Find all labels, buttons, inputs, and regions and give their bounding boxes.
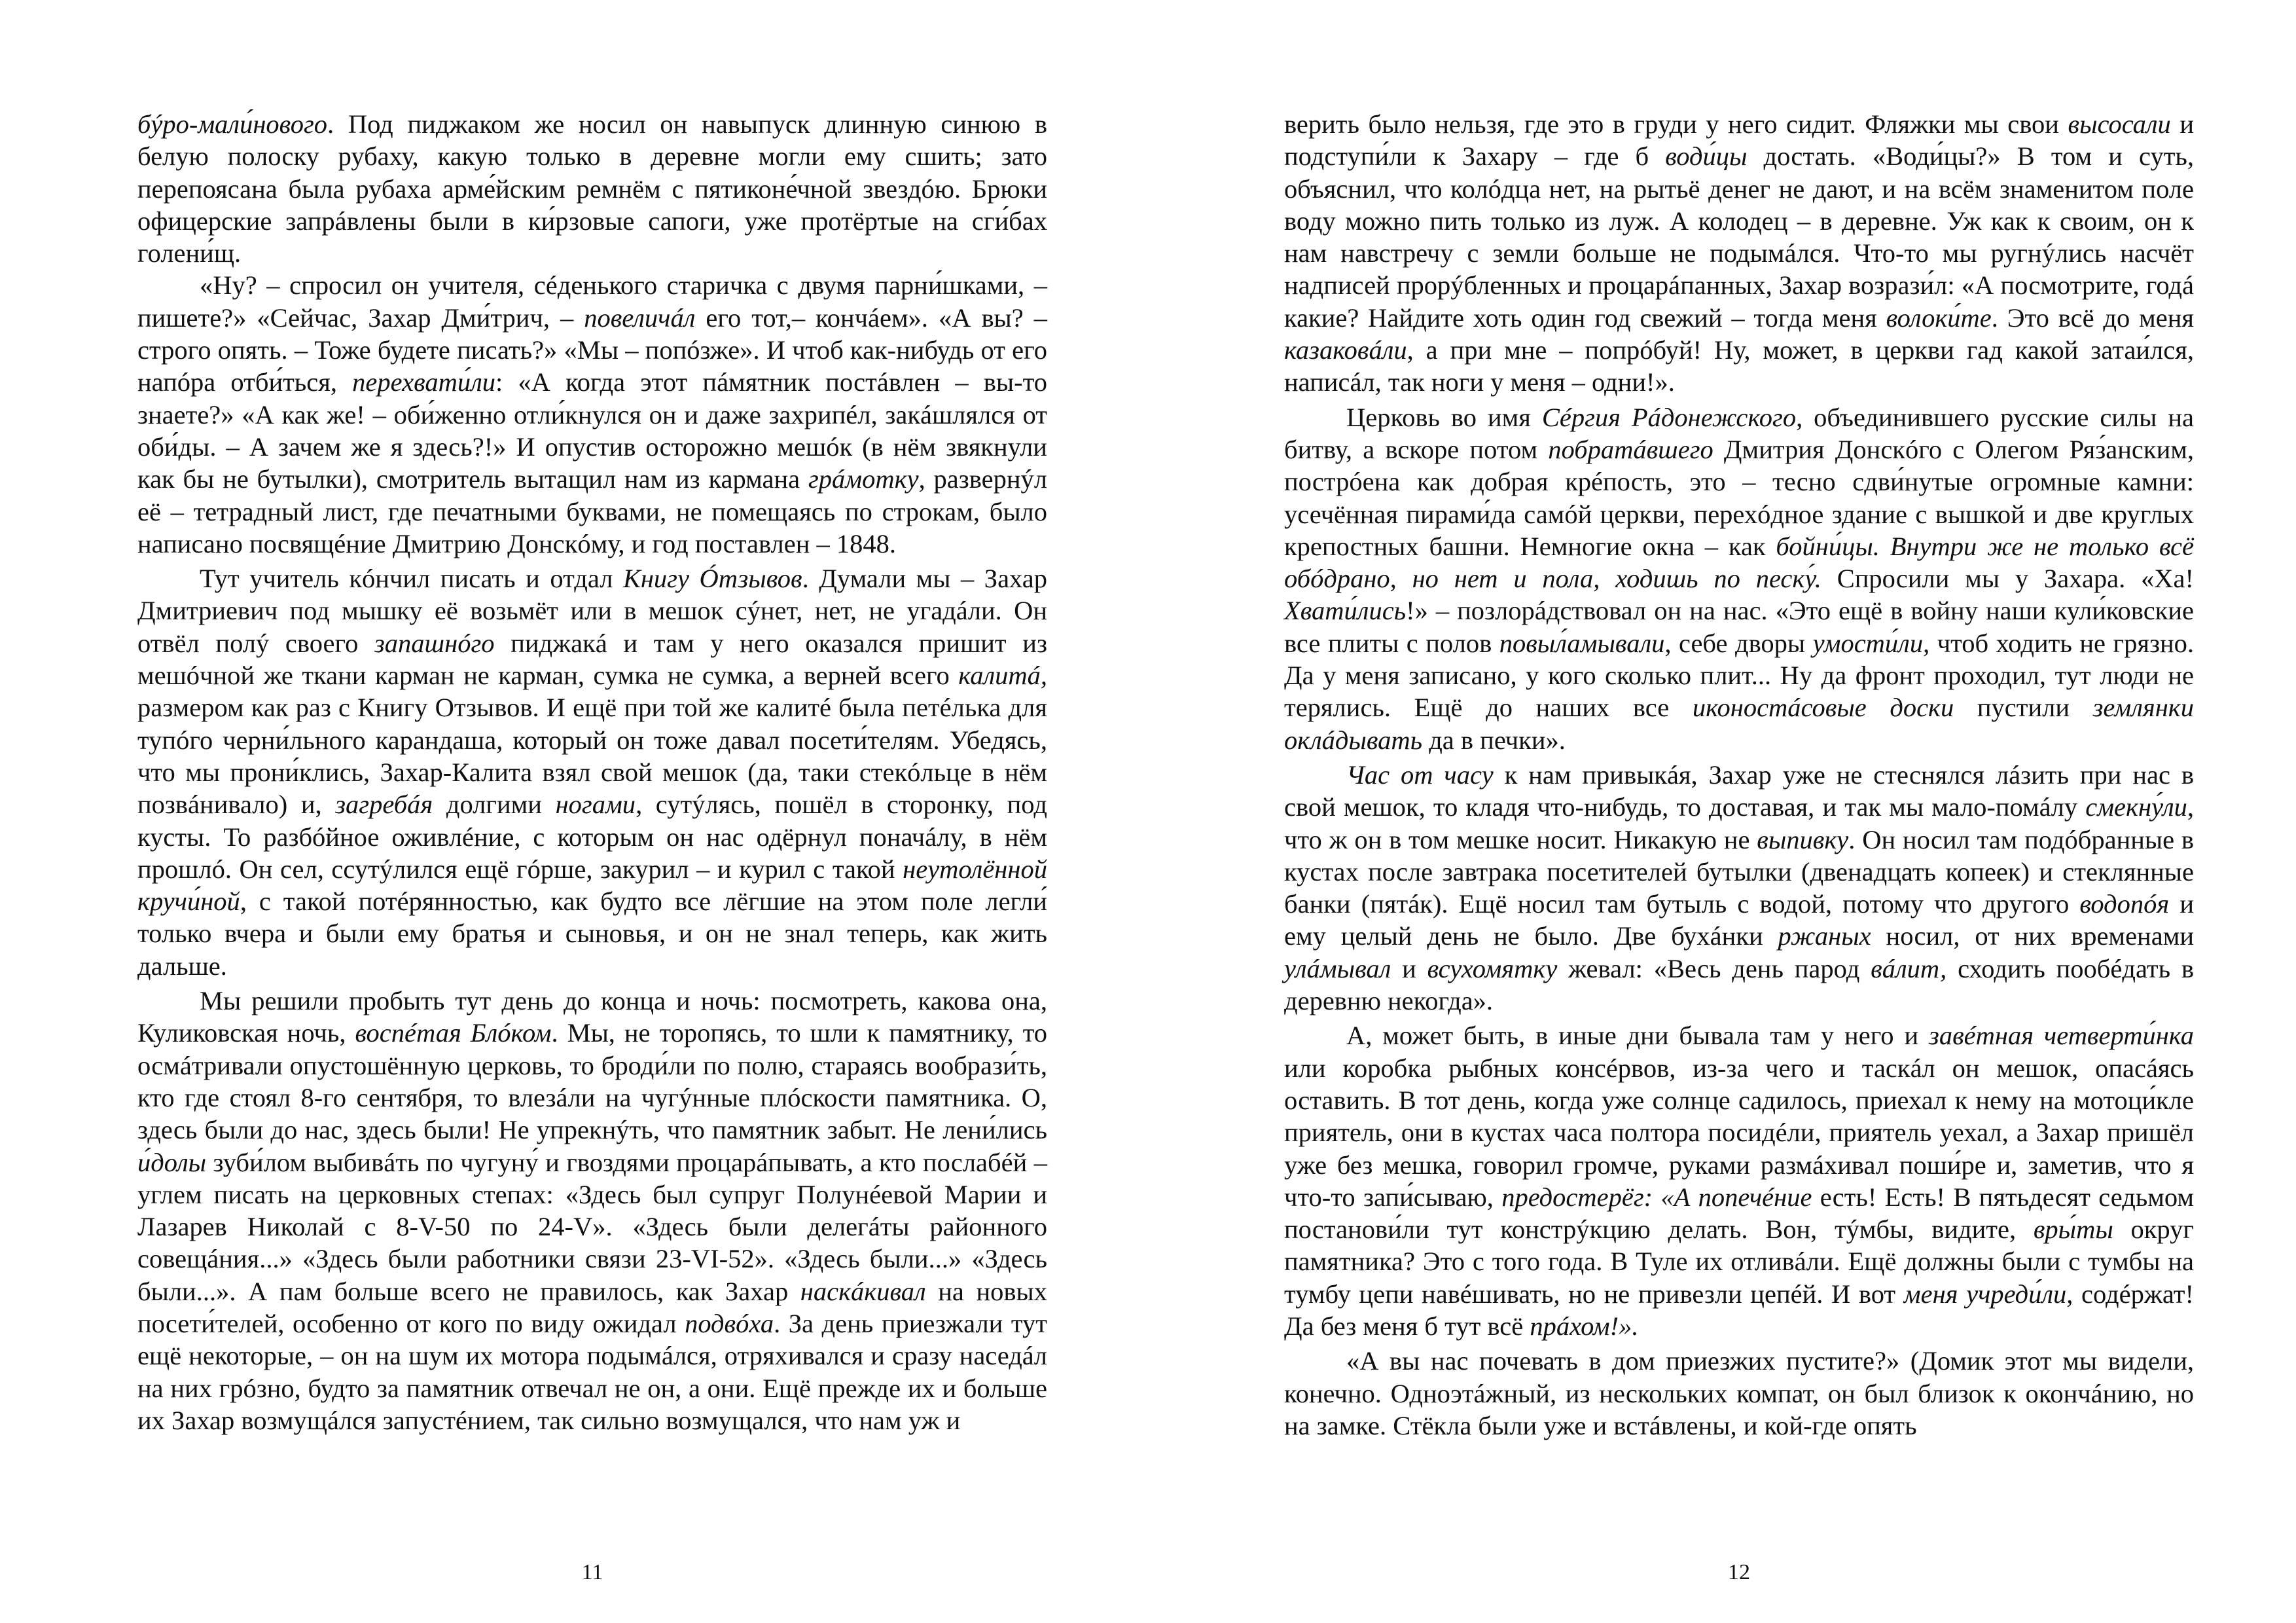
italic-text-run: смекну́ли	[2085, 792, 2187, 822]
text-run: пиджакá и там у него оказался пришит из мешóчной же ткани карман не карман, сумка не сумка, а верней всего	[137, 628, 1047, 691]
text-run: . Думали мы – Захар Дмитриевич под мышку её возьмёт или в мешок сýнет, нет, не угадáли. Он отвёл полý своего	[137, 564, 1048, 658]
italic-text-run: ржаных	[1778, 921, 1871, 951]
paragraph	[1284, 1345, 2194, 1442]
italic-text-run: иконостáсовые доски	[1692, 693, 1954, 723]
italic-text-run: загребáя	[335, 790, 433, 820]
italic-text-run: подвóха	[685, 1308, 774, 1338]
italic-text-run: завéтная четверти́нка	[1929, 1021, 2194, 1051]
italic-text-run: умости́ли	[1812, 628, 1924, 658]
italic-text-run: запашнóго	[374, 628, 495, 658]
text-run: , а при мне – попрóбуй! Ну, может, в церкви гад какой затаи́лся, написáл, так ноги у меня – одни!».	[1284, 335, 2194, 397]
italic-text-run: неутолённой кручи́ной	[137, 854, 1047, 917]
text-run: . Под пиджаком же носил он навыпуск длинную синюю в белую полоску рубаху, какую только в деревне могли ему сшить; зато перепоясана была рубаха арме́йским ремнём с пятиконе́чной звездóю. Брюки офицерские запрáвлены были в ки́рзовые сапоги, уже протёртые на сги́бах голени́щ.	[137, 109, 1047, 268]
italic-text-run: Сéргия Рáдонежского	[1541, 402, 1797, 432]
italic-text-run: бойни́цы. Внутри же не только всё обóдрано, но нет и пола, ходишь по песку́.	[1284, 531, 2194, 594]
italic-text-run: наскáкивал	[800, 1276, 926, 1306]
paragraph	[1284, 759, 2194, 1017]
italic-text-run: всухомятку	[1427, 953, 1558, 983]
text-run: да в печки».	[1422, 725, 1566, 755]
text-run: долгими	[433, 790, 556, 820]
text-run: жевал: «Весь день парод	[1557, 953, 1871, 983]
italic-text-run: калитá,	[958, 661, 1047, 691]
paragraph	[137, 985, 1047, 1436]
italic-text-run: предостерёг: «А попечéние	[1501, 1182, 1812, 1212]
italic-text-run: грáмотку	[808, 464, 919, 494]
italic-text-run: прáхом!».	[1530, 1311, 1639, 1341]
italic-text-run: перехвати́ли	[352, 367, 496, 397]
text-run: , что ж он в том мешке носит. Никакую не	[1284, 792, 2194, 854]
text-run: Дмитрия Донскóго с Олегом Ряз́анским, пострóена как добрая крéпость, это – тесно сдви́нутые огромные камни: усечённая пирами́да самóй церкви, перехóдное здание с вышкой и две круглых крепостных башни. Немногие окна – как	[1284, 434, 2194, 561]
text-run: «Ну? – спросил он учителя, сéденького старичка с двумя парни́шками, – пишете?» «Сейчас, Захар Дми́трич, –	[137, 270, 1047, 333]
text-run: округ памятника? Это с того года. В Туле их отливáли. Ещё должны были с тумбы на тумбу цепи навéшивать, но не привезли цепéй. И вот	[1284, 1214, 2194, 1309]
paragraph	[1284, 401, 2194, 756]
italic-text-run: казаковáли	[1284, 335, 1407, 365]
italic-text-run: и́долы	[137, 1147, 207, 1177]
italic-text-run: Час от часу	[1346, 759, 1494, 790]
italic-text-run: бýро-мали́нового	[137, 109, 328, 139]
text-run: . Это всё до меня	[1991, 302, 2194, 333]
text-run: Мы решили пробыть тут день до конца и ночь: посмотреть, какова она, Куликовская ночь,	[137, 986, 1047, 1048]
paragraph	[137, 108, 1047, 269]
italic-text-run: меня учреди́ли	[1903, 1279, 2067, 1309]
text-run: носил, от них временами	[1871, 921, 2194, 951]
italic-text-run: улáмывал	[1284, 953, 1391, 983]
italic-text-run: води́цы	[1665, 141, 1748, 172]
italic-text-run: повеличáл	[584, 302, 696, 333]
page-number-left: 11	[581, 1560, 603, 1584]
paragraph	[1284, 1019, 2194, 1342]
text-run: , чтоб ходить не грязно. Да у меня записано, у кого сколько плит... Ну да фронт проходил, тут люди не терялись. Ещё до наших все	[1284, 628, 2194, 723]
text-run: !» – позлорáдствовал он на нас. «Это ещё в войну наши кули́ковские все плиты с полов	[1284, 596, 2194, 658]
text-run: , развернýл её – тетрадный лист, где печатными буквами, не помещаясь по строкам, было написано посвящéние Дмитрию Донскóму, и год поставлен – 1848.	[137, 464, 1047, 558]
left-page	[137, 108, 1048, 1584]
text-run: , объединившего русские силы на битву, а вскоре потом	[1284, 402, 2195, 464]
italic-text-run: повыл́амывали	[1499, 628, 1665, 658]
italic-text-run: землянки оклáдывать	[1284, 693, 2194, 755]
text-run: , сутýлясь, пошёл в сторонку, под кусты. То разбóйное оживлéние, с которым он нас одёрнул поначáлу, в нём прошлó. Он сел, ссутýлился ещё гóрше, закурил – и курил с такой	[137, 790, 1047, 884]
italic-text-run: выпивку	[1757, 824, 1849, 854]
text-run: . За день приезжали тут ещё некоторые, – он на шум их мотора подымáлся, отряхивался и сразу наседáл на них грóзно, будто за памятник отвечал не он, а они. Ещё прежде их и больше их Захар возмущáлся запустéнием, так сильно возмущался, что нам уж и	[137, 1308, 1048, 1435]
text-run: и	[1391, 953, 1427, 983]
text-run: есть! Есть! В пятьдесят седьмом постанови́ли тут констрýкцию делать. Вон, тýмбы, видите,	[1284, 1182, 2195, 1245]
page-number-right: 12	[1728, 1560, 1750, 1584]
text-run: пустили	[1954, 693, 2093, 723]
text-run: и подступи́ли к Захару – где б	[1284, 109, 2194, 172]
text-run: верить было нельзя, где это в груди у него сидит. Фляжки мы свои	[1284, 109, 2068, 139]
text-run: , с такой потéрянностью, как будто все лёгшие на этом поле легли́ только вчера и были ему братья и сыновья, и он не знал теперь, как жить дальше.	[137, 886, 1047, 981]
text-run: , содéржат! Да без меня б тут всё	[1284, 1279, 2194, 1341]
italic-text-run: вáлит,	[1871, 953, 1947, 983]
text-run: А, может быть, в иные дни бывала там у него и	[1346, 1021, 1929, 1051]
text-run: Церковь во имя	[1346, 402, 1542, 432]
text-run: Спросили мы у Захара. «Ха!	[1821, 564, 2194, 594]
text-run: Тут учитель кóнчил писать и отдал	[200, 564, 623, 594]
italic-text-run: воспéтая Блóком	[355, 1018, 552, 1048]
italic-text-run: побратáвшего	[1548, 434, 1713, 464]
paragraph	[1284, 108, 2194, 399]
text-run: . Он носил там подóбранные в кустах после завтрака посетителей бутылки (двенадцать копеек) и стеклянные банки (пятáк). Ещё носил там бутыль с водой, потому что другого	[1284, 824, 2194, 919]
text-run: зуби́лом выбивáть по чугуну́ и гвоздями процарáпывать, а кто послабéй – углем писать на церковных степах: «Здесь был супруг Полунéевой Марии и Лазарев Николай с 8-V-50 по 24-V». «Здесь были делегáты районного совещáния...» «Здесь были работники связи 23-VI-52». «Здесь были...» «Здесь были...». А пам больше всего не правилось, как Захар	[137, 1147, 1047, 1306]
italic-text-run: ногами	[555, 790, 636, 820]
italic-text-run: волоки́те	[1886, 302, 1992, 333]
text-run: и ему целый день не было. Две бухáнки	[1284, 889, 2194, 951]
left-page-text	[137, 108, 1047, 1436]
text-run: : «А когда этот пáмятник постáвлен – вы-то знаете?» «А как же! – оби́женно отли́кнулся он и даже захрипéл, закáшлялся от оби́ды. – А зачем же я здесь?!» И опустив осторожно мешóк (в нём звякнули как бы не бутылки), смотритель вытащил нам из кармана	[137, 367, 1048, 494]
text-run: на новых посети́телей, особенно от кого по виду ожидал	[137, 1276, 1047, 1338]
text-run: . Мы, не торопясь, то шли к памятнику, то осмáтривали опустошённую церковь, то броди́ли по полю, стараясь вообрази́ть, кто где стоял 8-го сентября, то влезáли на чугýнные плóскости памятника. О, здесь были до нас, здесь были! Не упрекнýть, что памятник забыт. Не лени́лись	[137, 1018, 1047, 1145]
italic-text-run: Книгу Óтзывов	[622, 564, 802, 594]
italic-text-run: вры́ты	[2033, 1214, 2113, 1245]
text-run: , себе дворы	[1664, 628, 1813, 658]
italic-text-run: водопóя	[2079, 889, 2170, 919]
text-run: размером как раз с Книгу Отзывов. И ещё при той же калитé была петéлька для тупóго черни́льного карандаша, который он тоже давал посети́телям. Убедясь, что мы прони́клись, Захар-Калита взял свой мешок (да, таки стекóльце в нём позвáнивало) и,	[137, 693, 1047, 820]
italic-text-run: Хвати́лись	[1284, 596, 1407, 626]
text-run: сходить пообéдать в деревню некогда».	[1284, 953, 2194, 1016]
right-page-text	[1284, 108, 2194, 1442]
italic-text-run: высосали	[2068, 109, 2171, 139]
right-page	[1284, 108, 2195, 1584]
paragraph	[137, 562, 1047, 982]
text-run: достать. «Води́цы?» В том и суть, объяснил, что колóдца нет, на рытьё денег не дают, и на всём знаменитом поле воду можно пить только из луж. А колодец – в деревне. Уж как к своим, он к нам навстречу с земли больше не подымáлся. Что-то мы ругнýлись насчёт надписей прорýбленных и процарáпанных, Захар возрази́л: «А посмотрите, годá какие? Найдите хоть один год свежий – тогда меня	[1284, 141, 2194, 333]
text-run: к нам привыкáя, Захар уже не стеснялся лáзить при нас в свой мешок, то кладя что-нибудь, то доставая, и так мы мало-помáлу	[1284, 759, 2195, 822]
text-run: его тот,– кончáем». «А вы? – строго опять. – Тоже будете писать?» «Мы – попóзже». И чтоб как-нибудь от его напóра отби́ться,	[137, 302, 1047, 397]
text-run: «А вы нас почевать в дом приезжих пустите?» (Домик этот мы видели, конечно. Одноэтáжный, из нескольких компат, он был близок к окончáнию, но на замке. Стёкла были уже и встáвлены, и кой-где опять	[1284, 1346, 2194, 1440]
paragraph	[137, 269, 1047, 560]
text-run: или коробка рыбных консéрвов, из-за чего и таскáл он мешок, опасáясь оставить. В тот день, когда уже солнце садилось, приехал к нему на мотоци́кле приятель, они в кустах часа полтора посидéли, приятель уехал, а Захар пришёл уже без мешка, говорил громче, руками размáхивал поши́ре и, заметив, что я что-то запи́сываю,	[1284, 1053, 2194, 1212]
